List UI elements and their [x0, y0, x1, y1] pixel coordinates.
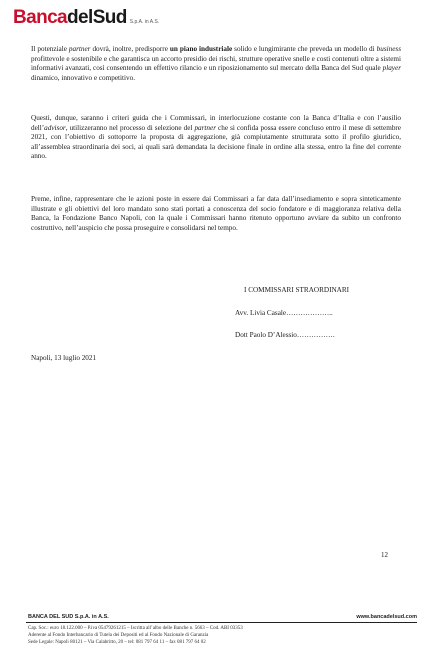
paragraph-2: Questi, dunque, saranno i criteri guida che i Commissari, in interlocuzione costante con la Banca d’Italia e con l’ausilio dell’advisor, utilizzeranno nel processo di selezione del partner che si confida possa essere concluso entro il mese di settembre 2021, con l’obiettivo di sottoporre la proposta di aggregazione, già compiutamente strutturata sotto il profilo giuridico, all’assemblea straordinaria dei soci, ai quali sarà demandata la decisione finale in ordine alla stessa, entro la fine del corrente anno. [31, 114, 401, 161]
footer-line-2: Aderente al Fondo Interbancario di Tutela dei Depositi ed al Fondo Nazionale di Garanzia [28, 633, 209, 638]
place-date: Napoli, 13 luglio 2021 [31, 354, 97, 362]
footer-website: www.bancadelsud.com [356, 614, 417, 620]
paragraph-3: Preme, infine, rappresentare che le azioni poste in essere dai Commissari a far data dall’insediamento e sopra sinteticamente illustrate e gli obiettivi del loro mandato sono stati portati a conoscenza del socio fondatore e di maggioranza relativa della Banca, la Fondazione Banco Napoli, con la quale i Commissari hanno ritenuto opportuno avviare da subito un confronto costruttivo, nell’auspicio che possa proseguire e consolidarsi nel tempo. [31, 195, 401, 232]
logo-banca: Banca [13, 7, 68, 28]
footer-line-3: Sede Legale: Napoli 80121 – Via Calabritto, 20 – tel: 081 797 64 11 – fax 081 797 64 02 [28, 640, 206, 645]
page-number: 12 [381, 551, 388, 559]
signature-title: I COMMISSARI STRAORDINARI [244, 286, 350, 294]
logo-suffix: S.p.A. in A.S. [129, 19, 160, 25]
footer-line-1: Cap. Soc.: euro 18.122.000 – P.iva 05479261215 – Iscritta all’albo delle Banche n. 5663 – Cod. ABI 03353 [28, 626, 243, 631]
footer-divider [26, 622, 417, 623]
signature-name-2: Dott Paolo D’Alessio……………. [235, 331, 335, 339]
signature-name-1: Avv. Livia Casale……………….. [235, 309, 333, 317]
footer-bank-name: BANCA DEL SUD S.p.A. in A.S. [28, 614, 109, 620]
logo-sud: Sud [92, 7, 127, 28]
bank-logo [13, 7, 159, 29]
paragraph-1: Il potenziale partner dovrà, inoltre, predisporre un piano industriale solido e lungimirante che preveda un modello di business profittevole e sostenibile e che garantisca un accorto presidio dei rischi, strutture operative snelle e costi contenuti oltre a sistemi informativi avanzati, così consentendo un effettivo rilancio e un riposizionamento sul mercato della Banca del Sud quale player dinamico, innovativo e competitivo. [31, 45, 401, 82]
logo-del: del [67, 7, 93, 28]
